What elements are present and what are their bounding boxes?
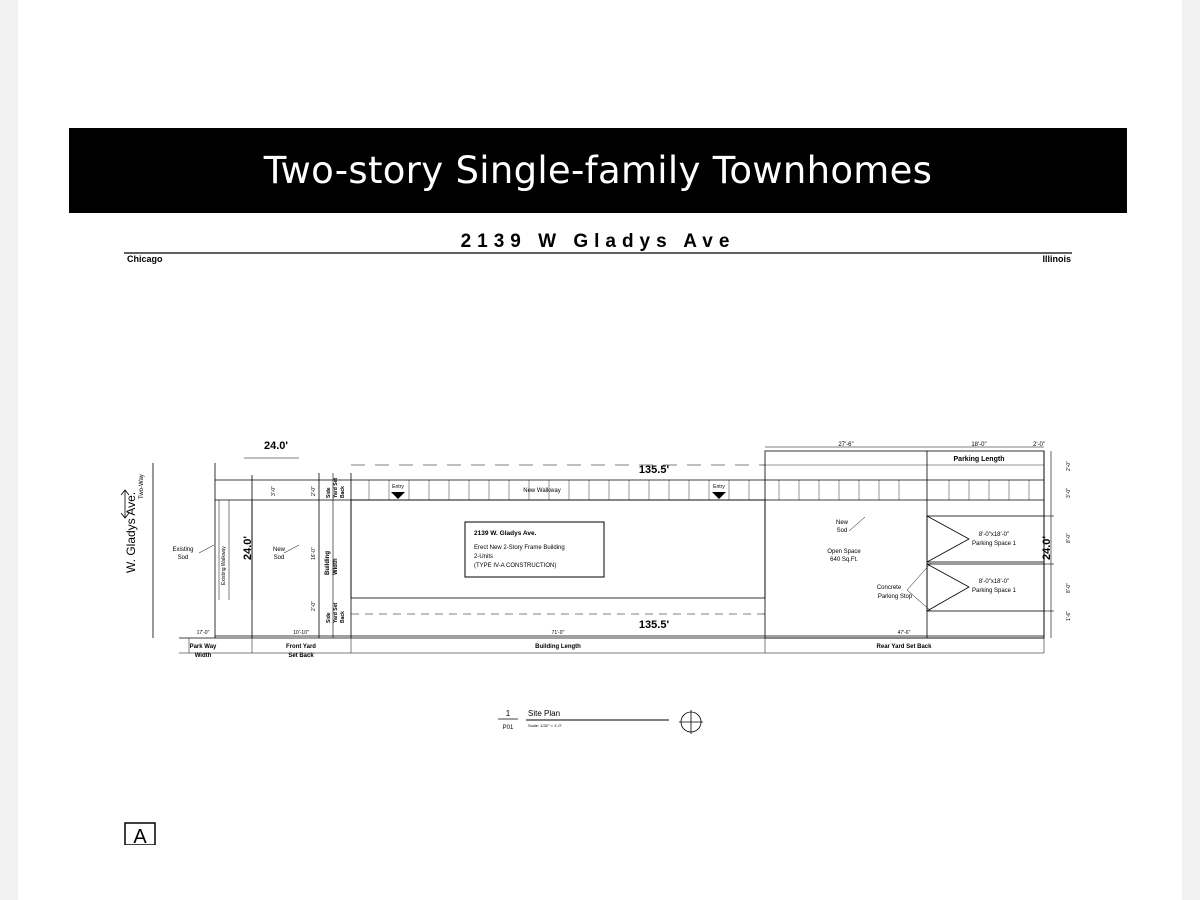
entry-arrow-icon: [391, 492, 405, 499]
right-dim: 2'-0": [1066, 461, 1072, 471]
new-sod-front-label: New: [272, 547, 286, 553]
side-setback-label: Back: [340, 611, 346, 623]
right-dim: 8'-0": [1066, 533, 1072, 543]
existing-sod-label: Existing: [172, 547, 194, 553]
front-setback-label: Set Back: [288, 653, 314, 659]
dim-width-left: 24.0': [242, 535, 254, 560]
legend-scale: Scale: 1/32" = 1'-0": [528, 723, 562, 728]
dim-lot-width: 24.0': [264, 440, 289, 452]
legend-number: 1: [505, 709, 511, 718]
right-dim: 8'-0": [1066, 583, 1072, 593]
parkway-label: Width: [194, 653, 212, 659]
entry-label: Entry: [392, 484, 404, 490]
new-sod-rear-label: Sod: [836, 528, 848, 534]
bottom-dim: 10'-10": [293, 630, 309, 636]
parking-space-dim: 8'-0"x18'-0": [978, 532, 1010, 538]
side-setback-label: Yard Set: [333, 602, 339, 623]
rear-setback-label: Rear Yard Set Back: [876, 644, 932, 650]
new-walkway-label: New Walkway: [523, 488, 561, 494]
existing-sod-label: Sod: [177, 555, 189, 561]
new-sod-front-label: Sod: [273, 555, 285, 561]
sheet-city: Chicago: [127, 254, 163, 264]
side-setback-label: Side: [326, 487, 332, 498]
building-box-line: (TYPE IV-A CONSTRUCTION): [474, 563, 557, 569]
side-setback-label: Side: [326, 612, 332, 623]
building-box-line: Erect New 2-Story Frame Building: [474, 545, 565, 551]
left-dim: 16'-0": [311, 547, 317, 560]
bottom-dim: 17'-0": [196, 630, 210, 636]
dim-rear-open: 27'-6": [838, 442, 854, 448]
legend-title: Site Plan: [528, 709, 561, 718]
legend-sheet-ref: P01: [502, 725, 514, 731]
entry-arrow-icon: [712, 492, 726, 499]
sheet-state: Illinois: [1042, 254, 1071, 264]
dim-parking: 18'-0": [971, 442, 987, 448]
right-dim: 3'-0": [1066, 488, 1072, 498]
concrete-stop-label: Concrete: [876, 585, 902, 591]
bottom-dim: 47'-6": [897, 630, 911, 636]
parking-length-label: Parking Length: [953, 456, 1005, 463]
bottom-dim: 71'-0": [551, 630, 565, 636]
open-space-label: Open Space: [827, 549, 861, 555]
dim-width-right: 24.0': [1041, 535, 1053, 560]
site-plan-drawing: [69, 213, 1127, 845]
dim-edge: 2'-0": [1033, 442, 1045, 448]
dim-lot-length-bottom: 135.5': [638, 619, 670, 631]
parking-space-label: Parking Space 1: [971, 588, 1017, 594]
plan-linework: [153, 447, 1054, 653]
building-box-line: 2-Units: [474, 554, 494, 560]
side-setback-label: Back: [340, 486, 346, 498]
logo-mark: A: [133, 826, 147, 845]
street-name: W. Gladys Ave.: [124, 491, 138, 573]
parkway-label: Park Way: [189, 644, 217, 650]
concrete-stop-label: Parking Stop: [877, 594, 913, 600]
existing-walkway-label: Existing Walkway: [221, 546, 227, 585]
front-setback-label: Front Yard: [286, 644, 316, 650]
building-width-label: Width: [333, 558, 339, 575]
dim-lot-length-top: 135.5': [638, 464, 670, 476]
left-dim: 2'-0": [311, 601, 317, 611]
building-width-label: Building: [325, 551, 331, 575]
parking-space-dim: 8'-0"x18'-0": [978, 579, 1010, 585]
right-dim: 1'-6": [1066, 611, 1072, 621]
entry-label: Entry: [713, 484, 725, 490]
building-length-label: Building Length: [535, 644, 581, 650]
site-plan-sheet: [69, 213, 1127, 845]
parking-space-label: Parking Space 1: [971, 541, 1017, 547]
slide-title: Two-story Single-family Townhomes: [69, 128, 1127, 213]
sheet-address: 2139 W Gladys Ave: [460, 231, 736, 252]
new-sod-rear-label: New: [835, 520, 849, 526]
left-dim: 3'-0": [271, 486, 277, 496]
north-arrow-icon: [679, 710, 703, 734]
building-box-title: 2139 W. Gladys Ave.: [474, 530, 537, 537]
left-dim: 2'-0": [311, 486, 317, 496]
side-setback-label: Yard Set: [333, 477, 339, 498]
open-space-label: 640 Sq.Ft.: [830, 557, 858, 563]
two-way-label: Two-Way: [139, 474, 145, 499]
